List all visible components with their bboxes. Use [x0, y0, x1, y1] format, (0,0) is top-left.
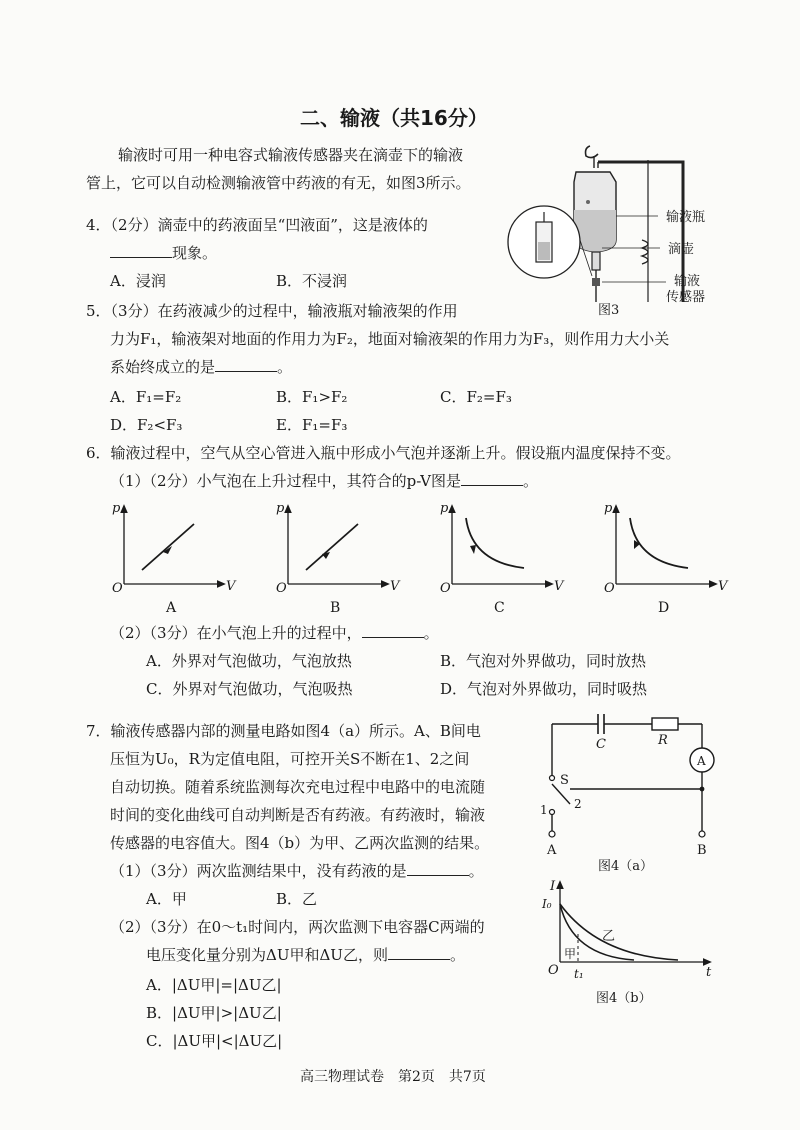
- fig4a-label-meter: A: [697, 754, 706, 768]
- q4-option-a[interactable]: A．浸润: [110, 272, 166, 290]
- q5-option-c[interactable]: C．F₂=F₃: [440, 388, 512, 406]
- fig3-caption: 图3: [598, 303, 620, 318]
- svg-text:O: O: [276, 581, 287, 596]
- fig4a-label-a: A: [547, 843, 557, 858]
- q7-option-c[interactable]: C．|ΔU甲|<|ΔU乙|: [146, 1032, 283, 1050]
- q6-stem: 6．输液过程中，空气从空心管进入瓶中形成小气泡并逐渐上升。假设瓶内温度保持不变。: [86, 444, 681, 462]
- svg-text:V: V: [554, 579, 564, 594]
- fig3-label-drip: 滴壶: [668, 242, 695, 257]
- q7-line-2: 压恒为U₀，R为定值电阻，可控开关S不断在1、2之间: [110, 750, 470, 768]
- fig4a-label-r: R: [658, 733, 668, 748]
- q7-line-1: 7．输液传感器内部的测量电路如图4（a）所示。A、B间电: [86, 722, 481, 740]
- fig4b-label-i0: I₀: [542, 897, 552, 911]
- q7-part-1-option-b[interactable]: B．乙: [276, 890, 318, 908]
- fig4a-label-2: 2: [574, 797, 582, 811]
- fig4b-label-jia: 甲: [564, 947, 577, 961]
- q4-option-b[interactable]: B．不浸润: [276, 272, 348, 290]
- q5-option-d[interactable]: D．F₂<F₃: [110, 416, 183, 434]
- pv-graph-d[interactable]: [604, 501, 729, 616]
- q5-option-e[interactable]: E．F₁=F₃: [276, 416, 348, 434]
- figure-4a-circuit: [528, 712, 728, 874]
- pv-graphs: [104, 496, 728, 618]
- q7-part-2-blank[interactable]: [388, 945, 450, 960]
- fig4a-caption: 图4（a）: [598, 859, 654, 874]
- svg-text:p: p: [440, 501, 449, 516]
- fig4a-label-s: S: [560, 773, 569, 788]
- q6-option-b[interactable]: B．气泡对外界做功，同时放热: [440, 652, 647, 670]
- q6-part-1: （1）（2分）小气泡在上升过程中，其符合的p-V图是 。: [110, 472, 539, 490]
- svg-text:V: V: [226, 579, 236, 594]
- svg-text:O: O: [604, 581, 615, 596]
- fig3-label-bottle: 输液瓶: [666, 210, 706, 225]
- intro-line-2: 管上，它可以自动检测输液管中药液的有无，如图3所示。: [86, 174, 471, 192]
- q7-part-2-line-2: 电压变化量分别为ΔU甲和ΔU乙，则 。: [146, 946, 465, 964]
- svg-text:V: V: [390, 579, 400, 594]
- q7-part-2-line-1: （2）（3分）在0～t₁时间内，两次监测下电容器C两端的: [110, 918, 485, 936]
- q7-line-4: 时间的变化曲线可自动判断是否有药液。有药液时，输液: [110, 806, 486, 824]
- figure-3: [498, 140, 723, 322]
- q6-option-a[interactable]: A．外界对气泡做功，气泡放热: [146, 652, 352, 670]
- q7-part-1-blank[interactable]: [407, 861, 469, 876]
- q7-line-3: 自动切换。随着系统监测每次充电过程中电路中的电流随: [110, 778, 486, 796]
- pv-caption-c: C: [494, 600, 505, 616]
- pv-graph-c[interactable]: [440, 501, 565, 616]
- fig4b-label-t: t: [706, 965, 712, 980]
- q5-stem-3: 系始终成立的是 。: [110, 358, 293, 376]
- pv-graph-b[interactable]: [276, 501, 401, 616]
- q4-stem-2: 现象。: [110, 242, 217, 263]
- fig4b-label-o: O: [548, 963, 559, 978]
- q6-part-1-blank[interactable]: [461, 471, 523, 486]
- pv-graph-a[interactable]: [112, 501, 237, 616]
- q7-line-5: 传感器的电容值大。图4（b）为甲、乙两次监测的结果。: [110, 834, 490, 852]
- fig4a-label-c: C: [596, 737, 606, 752]
- q5-answer-blank[interactable]: [215, 357, 277, 372]
- svg-text:p: p: [112, 501, 121, 516]
- q5-stem-1: 5．（3分）在药液减少的过程中，输液瓶对输液架的作用: [86, 302, 458, 320]
- pv-caption-b: B: [330, 600, 341, 616]
- fig4b-label-i: I: [550, 879, 556, 894]
- page-footer: 高三物理试卷 第2页 共7页: [300, 1069, 486, 1085]
- fig4b-caption: 图4（b）: [596, 991, 652, 1006]
- pv-caption-d: D: [658, 600, 670, 616]
- svg-text:p: p: [276, 501, 285, 516]
- q4-answer-blank[interactable]: [110, 243, 172, 258]
- section-title: 二、输液（共16分）: [300, 106, 488, 130]
- fig3-label-sensor-1: 输液: [674, 274, 701, 289]
- intro-line-1: 输液时可用一种电容式输液传感器夹在滴壶下的输液: [118, 146, 464, 164]
- fig4b-label-yi: 乙: [602, 929, 616, 944]
- q5-option-b[interactable]: B．F₁>F₂: [276, 388, 348, 406]
- figure-4b-graph: [538, 878, 728, 1028]
- q5-option-a[interactable]: A．F₁=F₂: [110, 388, 182, 406]
- fig3-label-sensor-2: 传感器: [666, 290, 706, 305]
- q7-option-b[interactable]: B．|ΔU甲|>|ΔU乙|: [146, 1004, 282, 1022]
- q4-stem-1: 4．（2分）滴壶中的药液面呈“凹液面”，这是液体的: [86, 216, 428, 234]
- svg-text:O: O: [440, 581, 451, 596]
- q7-option-a[interactable]: A．|ΔU甲|=|ΔU乙|: [146, 976, 282, 994]
- q7-part-1: （1）（3分）两次监测结果中，没有药液的是 。: [110, 862, 484, 880]
- q7-part-1-option-a[interactable]: A．甲: [146, 890, 187, 908]
- svg-text:O: O: [112, 581, 123, 596]
- q6-option-d[interactable]: D．气泡对外界做功，同时吸热: [440, 680, 648, 698]
- q6-option-c[interactable]: C．外界对气泡做功，气泡吸热: [146, 680, 353, 698]
- svg-text:p: p: [604, 501, 613, 516]
- pv-caption-a: A: [166, 600, 177, 616]
- fig4a-label-b: B: [697, 843, 707, 858]
- fig4a-label-1: 1: [540, 803, 548, 817]
- q6-part-2-blank[interactable]: [362, 623, 424, 638]
- fig4b-label-t1: t₁: [574, 967, 584, 981]
- q5-stem-2: 力为F₁，输液架对地面的作用力为F₂，地面对输液架的作用力为F₃，则作用力大小关: [110, 330, 670, 348]
- svg-text:V: V: [718, 579, 728, 594]
- q6-part-2: （2）（3分）在小气泡上升的过程中， 。: [110, 624, 439, 642]
